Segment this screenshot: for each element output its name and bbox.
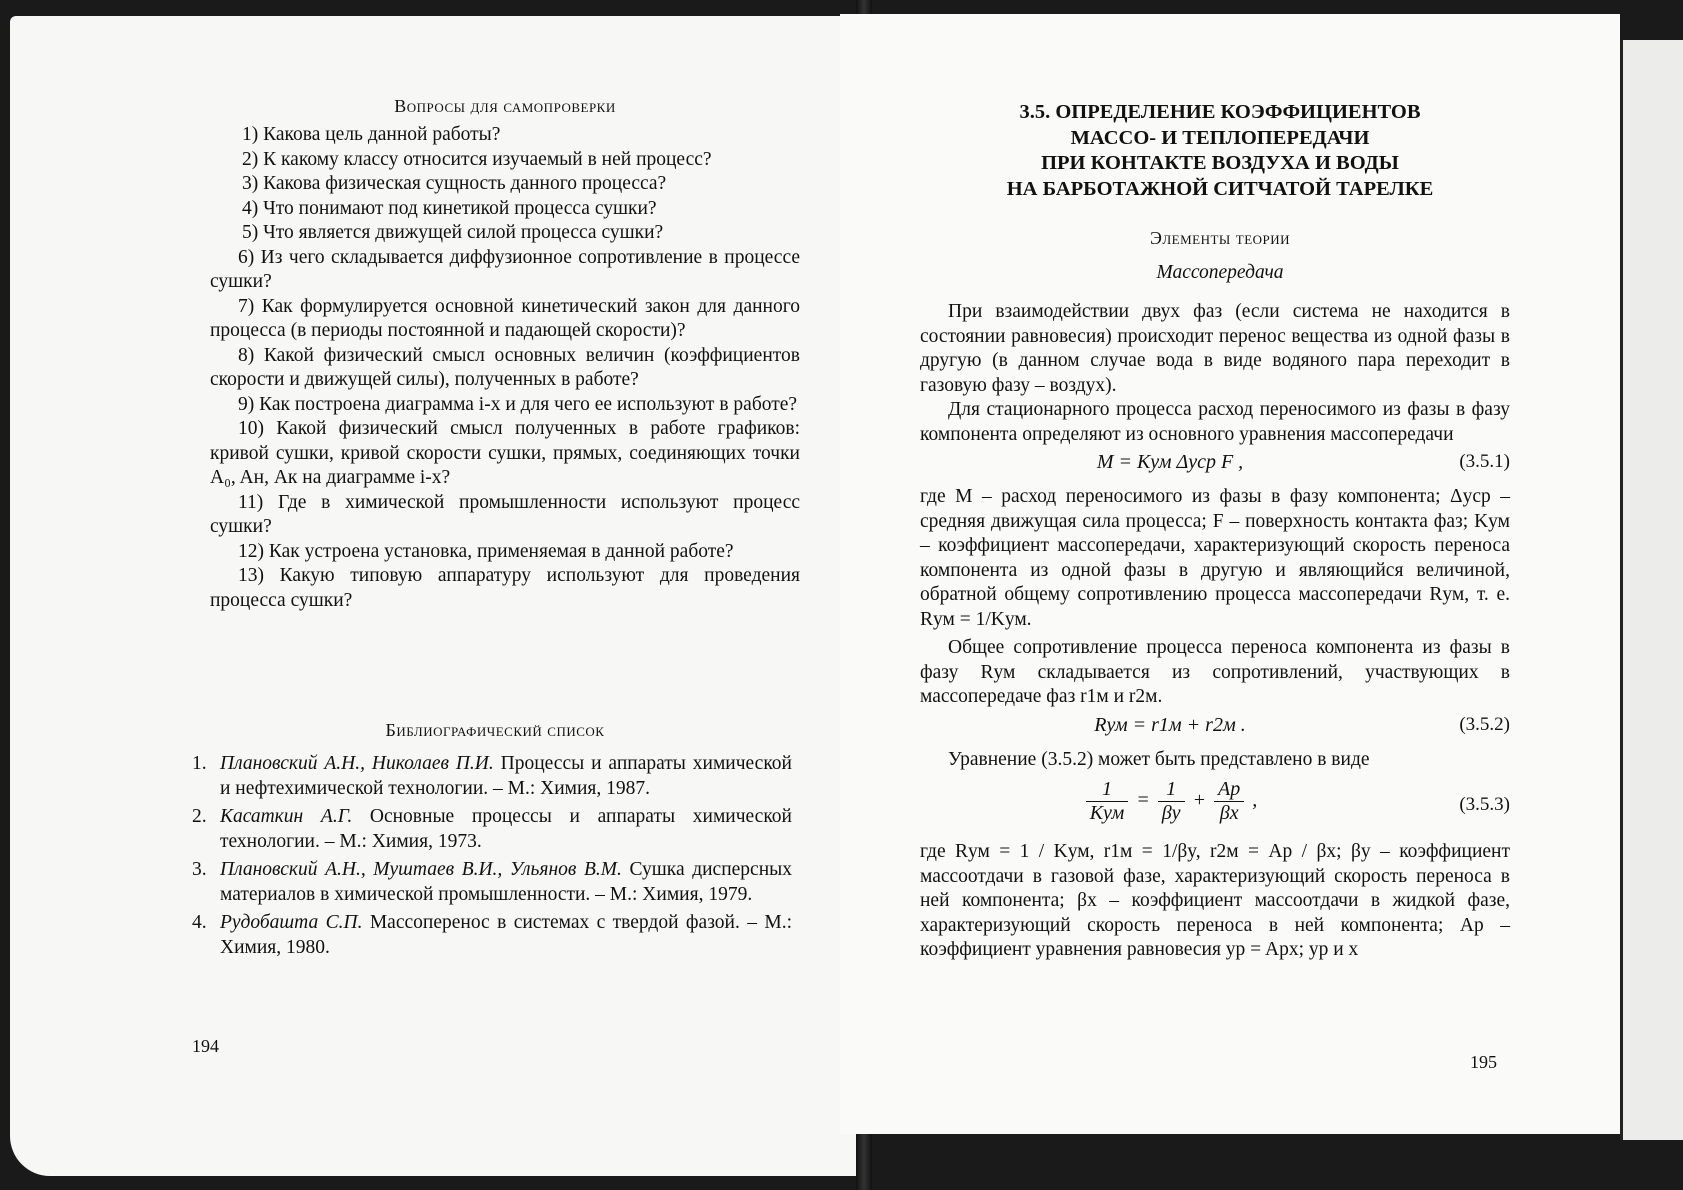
bibliography-item xyxy=(192,805,792,854)
paragraph: Для стационарного процесса расход переносимого из фазы в фазу компонента определяют из основного уравнения массопередачи xyxy=(920,399,1510,445)
page-number-right: 195 xyxy=(1470,1052,1497,1072)
question: 12) Как устроена установка, применяемая в данной работе? xyxy=(238,540,734,562)
paragraph: где M – расход переносимого из фазы в фазу компонента; Δyср – средняя движущая сила процесса; F – поверхность контакта фаз; Kум – коэффициент массопередачи, характеризующий скорость переноса компонента из одной фазы в другую и являющийся величиной, обратной общему сопротивлению процесса массопередачи Rум, т. е. Rум = 1/Kум. xyxy=(920,486,1510,630)
question: 10) Какой физический смысл полученных в работе графиков: кривой сушки, кривой скорости сушки, прямых, соединяющих точки A₀, Aн, Aк на диаграмме i-x? xyxy=(210,418,800,488)
equation-formula xyxy=(920,778,1420,825)
page-number-left: 194 xyxy=(192,1036,219,1056)
bib-number: 2. xyxy=(192,806,207,827)
bibliography-item xyxy=(192,858,792,907)
paragraph: При взаимодействии двух фаз (если система не находится в состоянии равновесия) происходит перенос вещества из одной фазы в другую (в данном случае вода в виде водяного пара переходит в газовую фазу – воздух). xyxy=(920,301,1510,396)
question: 6) Из чего складывается диффузионное сопротивление в процессе сушки? xyxy=(210,246,800,292)
question: 7) Как формулируется основной кинетический закон для данного процесса (в периоды постоянной и падающей скорости)? xyxy=(210,295,800,341)
chapter-title xyxy=(970,100,1470,202)
bib-rest: Сушка дисперсных материалов в химической промышленности. – М.: Химия, 1979. xyxy=(220,859,792,905)
bib-rest: Процессы и аппараты химической и нефтехимической технологии. – М.: Химия, 1987. xyxy=(220,753,792,799)
question: 5) Что является движущей силой процесса сушки? xyxy=(242,222,664,243)
equation-3-5-3 xyxy=(920,776,1510,840)
bib-authors: Плановский А.Н., Николаев П.И. xyxy=(220,753,494,774)
theory-body xyxy=(920,300,1510,963)
bib-number: 3. xyxy=(192,859,207,880)
equation-3-5-2 xyxy=(920,714,1510,748)
fraction-numerator: 1 xyxy=(1158,778,1185,802)
paragraph: Уравнение (3.5.2) может быть представлено в виде xyxy=(948,748,1370,770)
theory-title: Элементы теории xyxy=(1149,228,1291,248)
title-line: ПРИ КОНТАКТЕ ВОЗДУХА И ВОДЫ xyxy=(1041,152,1399,174)
bib-authors: Касаткин А.Г. xyxy=(220,806,353,827)
equation-formula: M = Kум Δyср F , xyxy=(1096,451,1244,473)
equation-number: (3.5.2) xyxy=(1459,713,1510,735)
question: 13) Какую типовую аппаратуру используют для проведения процесса сушки? xyxy=(210,565,800,611)
question: 11) Где в химической промышленности используют процесс сушки? xyxy=(210,491,800,537)
comma: , xyxy=(1252,789,1258,812)
bibliography-list xyxy=(192,752,792,964)
equation-3-5-1 xyxy=(920,451,1510,485)
page-edge xyxy=(1620,40,1683,1140)
equation-number: (3.5.3) xyxy=(1459,794,1510,815)
title-line: МАССО- И ТЕПЛОПЕРЕДАЧИ xyxy=(1070,126,1370,149)
bib-rest: Массоперенос в системах с твердой фазой. – М.: Химия, 1980. xyxy=(220,912,792,958)
paragraph: где Rум = 1 / Kум, r1м = 1/βy, r2м = Ap / βx; βy – коэффициент массоотдачи в газовой фазе, характеризующий скорость переноса в ней компонента; βx – коэффициент массоотдачи в жидкой фазе, характеризующий скорость переноса в ней компонента; Ap – коэффициент уравнения равновесия yp = Apx; yp и x xyxy=(920,841,1510,960)
bib-number: 1. xyxy=(192,753,207,774)
fraction xyxy=(1086,778,1128,825)
fraction-denominator: βx xyxy=(1219,802,1239,824)
bibliography-item xyxy=(192,752,792,801)
fraction-numerator: Ap xyxy=(1214,778,1244,802)
question: 8) Какой физический смысл основных величин (коэффициентов скорости и движущей силы), полученных в работе? xyxy=(210,344,800,390)
equation-number: (3.5.1) xyxy=(1459,451,1510,472)
bib-authors: Рудобашта С.П. xyxy=(220,912,363,933)
equation-formula: Rум = r1м + r2м . xyxy=(1094,713,1246,736)
equals-sign: = xyxy=(1136,789,1150,812)
bib-authors: Плановский А.Н., Муштаев В.И., Ульянов В.М. xyxy=(220,859,622,880)
bib-rest: Основные процессы и аппараты химической технологии. – М.: Химия, 1973. xyxy=(220,806,792,852)
question: 2) К какому классу относится изучаемый в ней процесс? xyxy=(242,148,712,170)
self-check-questions xyxy=(210,96,800,613)
title-line: 3.5. ОПРЕДЕЛЕНИЕ КОЭФФИЦИЕНТОВ xyxy=(1019,101,1421,123)
question: 4) Что понимают под кинетикой процесса сушки? xyxy=(242,197,657,219)
bib-number: 4. xyxy=(192,912,207,933)
fraction-denominator: βy xyxy=(1161,802,1181,824)
fraction xyxy=(1214,778,1244,825)
question: 1) Какова цель данной работы? xyxy=(242,124,501,145)
fraction xyxy=(1158,778,1185,825)
subsection-title: Массопередача xyxy=(1156,262,1284,283)
fraction-denominator: Kум xyxy=(1089,802,1125,824)
paragraph: Общее сопротивление процесса переноса компонента из фазы в фазу Rум складывается из сопротивлений, участвующих в массопередаче фаз r1м и r2м. xyxy=(920,637,1510,707)
question: 9) Как построена диаграмма i-x и для чего ее используют в работе? xyxy=(238,393,798,415)
question: 3) Какова физическая сущность данного процесса? xyxy=(242,173,667,194)
bibliography-item xyxy=(192,911,792,960)
bibliography-title: Библиографический список xyxy=(385,720,605,740)
section-title: Вопросы для самопроверки xyxy=(394,96,616,116)
title-line: НА БАРБОТАЖНОЙ СИТЧАТОЙ ТАРЕЛКЕ xyxy=(1006,177,1434,200)
fraction-numerator: 1 xyxy=(1086,778,1128,802)
plus-sign: + xyxy=(1192,789,1207,812)
